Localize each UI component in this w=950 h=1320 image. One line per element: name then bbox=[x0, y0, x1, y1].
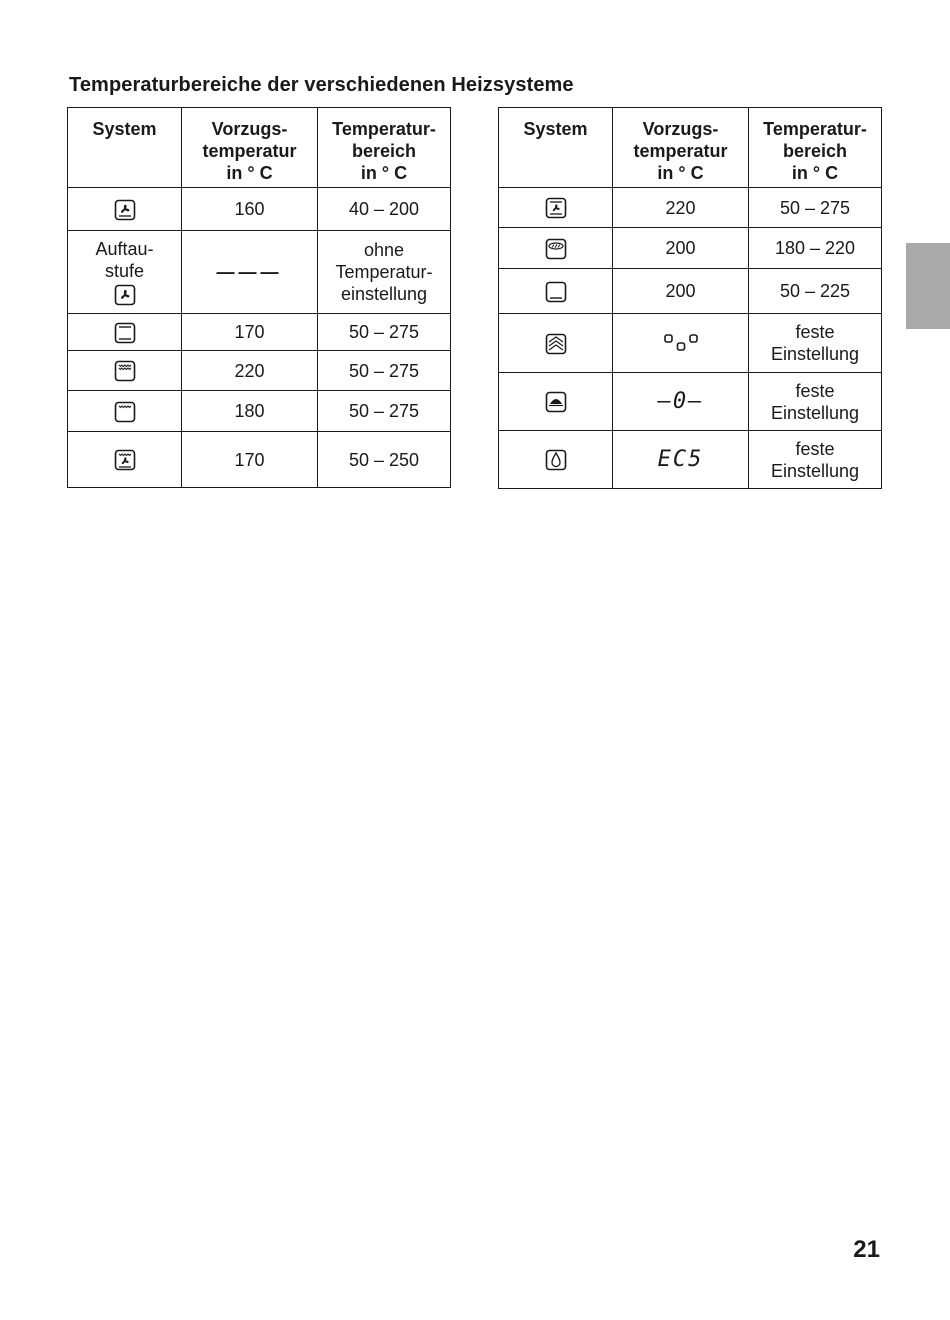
slow-cook-icon bbox=[545, 391, 567, 413]
temp-range: 180 – 220 bbox=[749, 228, 882, 269]
preferred-temp: ——— bbox=[182, 231, 318, 314]
temp-range: 50 – 275 bbox=[318, 314, 451, 351]
table-row bbox=[68, 188, 451, 231]
system-cell bbox=[68, 351, 182, 391]
temp-range: ohne Temperatur- einstellung bbox=[318, 231, 451, 314]
temp-range: 50 – 275 bbox=[318, 391, 451, 432]
temp-range: 50 – 275 bbox=[318, 351, 451, 391]
system-cell bbox=[499, 314, 613, 373]
top-bottom-heat-icon bbox=[114, 322, 136, 344]
defrost-fan-icon bbox=[114, 284, 136, 306]
pizza-setting-icon bbox=[114, 449, 136, 471]
intensive-heat-icon bbox=[545, 333, 567, 355]
system-cell bbox=[499, 269, 613, 314]
bread-baking-icon bbox=[545, 238, 567, 260]
table-row bbox=[68, 391, 451, 432]
system-cell bbox=[499, 228, 613, 269]
system-cell: Auftau- stufe bbox=[68, 231, 182, 314]
temp-range: 50 – 225 bbox=[749, 269, 882, 314]
temp-range: feste Einstellung bbox=[749, 314, 882, 373]
table-row bbox=[499, 431, 882, 489]
table-row bbox=[68, 351, 451, 391]
table-row bbox=[499, 314, 882, 373]
preferred-temp: –0– bbox=[613, 373, 749, 431]
table-row bbox=[68, 432, 451, 488]
preferred-temp: 200 bbox=[613, 269, 749, 314]
table-row bbox=[68, 314, 451, 351]
preferred-temp: 220 bbox=[613, 188, 749, 228]
top-heat-icon bbox=[114, 401, 136, 423]
system-cell bbox=[499, 431, 613, 489]
temperature-table-right bbox=[498, 107, 882, 489]
circulating-air-grill-icon bbox=[545, 197, 567, 219]
temp-range: 40 – 200 bbox=[318, 188, 451, 231]
header-system: System bbox=[68, 108, 182, 188]
system-cell bbox=[68, 432, 182, 488]
table-row bbox=[68, 231, 451, 314]
table-row bbox=[499, 228, 882, 269]
header-preferred: Vorzugs- temperatur in ° C bbox=[182, 108, 318, 188]
temp-range: 50 – 275 bbox=[749, 188, 882, 228]
eco-icon bbox=[545, 449, 567, 471]
preferred-temp: EC5 bbox=[613, 431, 749, 489]
preferred-temp: 180 bbox=[182, 391, 318, 432]
header-preferred: Vorzugs- temperatur in ° C bbox=[613, 108, 749, 188]
table-row bbox=[499, 188, 882, 228]
preferred-temp: 160 bbox=[182, 188, 318, 231]
temperature-table-left bbox=[67, 107, 451, 488]
system-cell bbox=[499, 188, 613, 228]
header-range: Temperatur- bereich in ° C bbox=[318, 108, 451, 188]
system-cell bbox=[68, 391, 182, 432]
preferred-temp: 200 bbox=[613, 228, 749, 269]
grill-icon bbox=[114, 360, 136, 382]
side-tab-marker bbox=[906, 243, 950, 329]
hot-air-icon bbox=[114, 199, 136, 221]
system-cell bbox=[499, 373, 613, 431]
header-range: Temperatur- bereich in ° C bbox=[749, 108, 882, 188]
preferred-temp bbox=[613, 314, 749, 373]
bottom-heat-icon bbox=[545, 281, 567, 303]
table-row bbox=[499, 269, 882, 314]
temp-range: feste Einstellung bbox=[749, 431, 882, 489]
preferred-temp: 170 bbox=[182, 432, 318, 488]
preferred-temp: 220 bbox=[182, 351, 318, 391]
header-system: System bbox=[499, 108, 613, 188]
system-cell bbox=[68, 188, 182, 231]
temp-range: feste Einstellung bbox=[749, 373, 882, 431]
preferred-temp: 170 bbox=[182, 314, 318, 351]
page-number: 21 bbox=[853, 1236, 880, 1263]
page-title: Temperaturbereiche der verschiedenen Heizsysteme bbox=[69, 74, 574, 96]
display-segments-icon bbox=[663, 331, 699, 355]
system-cell bbox=[68, 314, 182, 351]
table-row bbox=[499, 373, 882, 431]
temp-range: 50 – 250 bbox=[318, 432, 451, 488]
